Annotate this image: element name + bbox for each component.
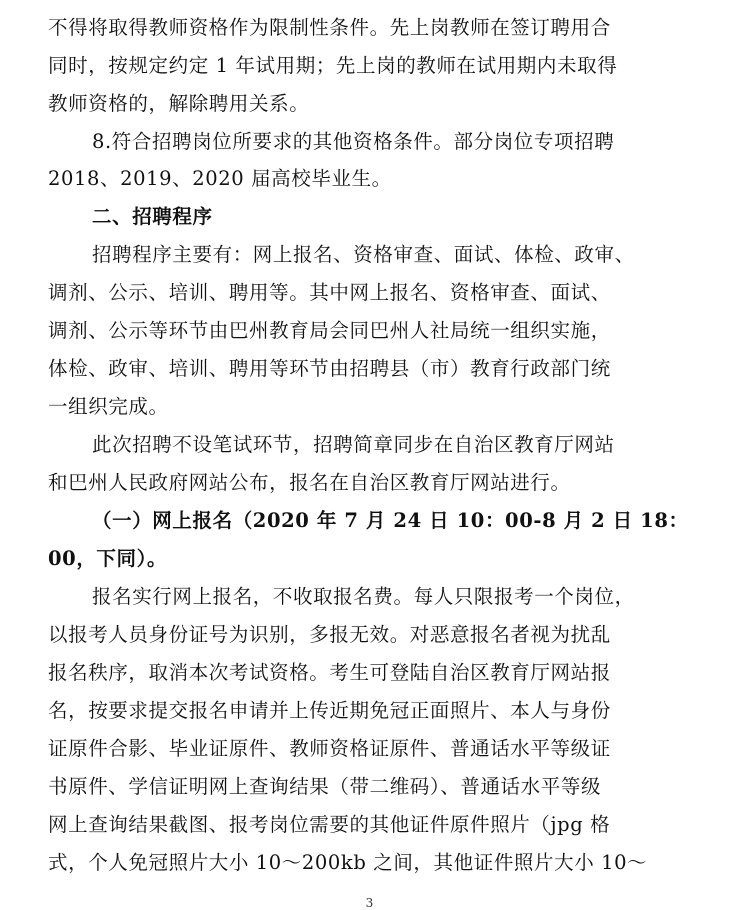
paragraph-line: 报名实行网上报名，不收取报名费。每人只限报考一个岗位，: [92, 585, 635, 608]
paragraph-line: 不得将取得教师资格作为限制性条件。先上岗教师在签订聘用合: [48, 16, 611, 39]
subsection-heading-continued: 00，下同）。: [48, 547, 168, 570]
paragraph-line: 证原件合影、毕业证原件、教师资格证原件、普通话水平等级证: [48, 737, 611, 760]
paragraph-line: 同时，按规定约定 1 年试用期；先上岗的教师在试用期内未取得: [48, 54, 618, 77]
paragraph-line: 2018、2019、2020 届高校毕业生。: [48, 167, 392, 190]
paragraph-line: 体检、政审、培训、聘用等环节由招聘县（市）教育行政部门统: [48, 357, 611, 380]
paragraph-line: 书原件、学信证明网上查询结果（带二维码）、普通话水平等级: [48, 775, 602, 798]
section-heading: 二、招聘程序: [92, 205, 213, 228]
subsection-heading: （一）网上报名（2020 年 7 月 24 日 10：00-8 月 2 日 18：: [92, 509, 689, 532]
paragraph-line: 式，个人免冠照片大小 10～200kb 之间，其他证件照片大小 10～: [48, 851, 648, 874]
paragraph-line: 招聘程序主要有：网上报名、资格审查、面试、体检、政审、: [92, 243, 635, 266]
paragraph-line: 调剂、公示等环节由巴州教育局会同巴州人社局统一组织实施，: [48, 319, 611, 342]
page-number: 3: [365, 896, 374, 910]
paragraph-line: 名，按要求提交报名申请并上传近期免冠正面照片、本人与身份: [48, 699, 611, 722]
paragraph-line: 此次招聘不设笔试环节，招聘简章同步在自治区教育厅网站: [92, 433, 615, 456]
paragraph-line: 一组织完成。: [48, 395, 169, 418]
paragraph-line: 调剂、公示、培训、聘用等。其中网上报名、资格审查、面试、: [48, 281, 611, 304]
paragraph-line: 8.符合招聘岗位所要求的其他资格条件。部分岗位专项招聘: [92, 130, 615, 153]
paragraph-line: 网上查询结果截图、报考岗位需要的其他证件原件照片（jpg 格: [48, 813, 611, 836]
paragraph-line: 和巴州人民政府网站公布，报名在自治区教育厅网站进行。: [48, 471, 571, 494]
paragraph-line: 报名秩序，取消本次考试资格。考生可登陆自治区教育厅网站报: [48, 661, 611, 684]
paragraph-line: 以报考人员身份证号为识别，多报无效。对恶意报名者视为扰乱: [48, 623, 611, 646]
paragraph-line: 教师资格的，解除聘用关系。: [48, 92, 310, 115]
